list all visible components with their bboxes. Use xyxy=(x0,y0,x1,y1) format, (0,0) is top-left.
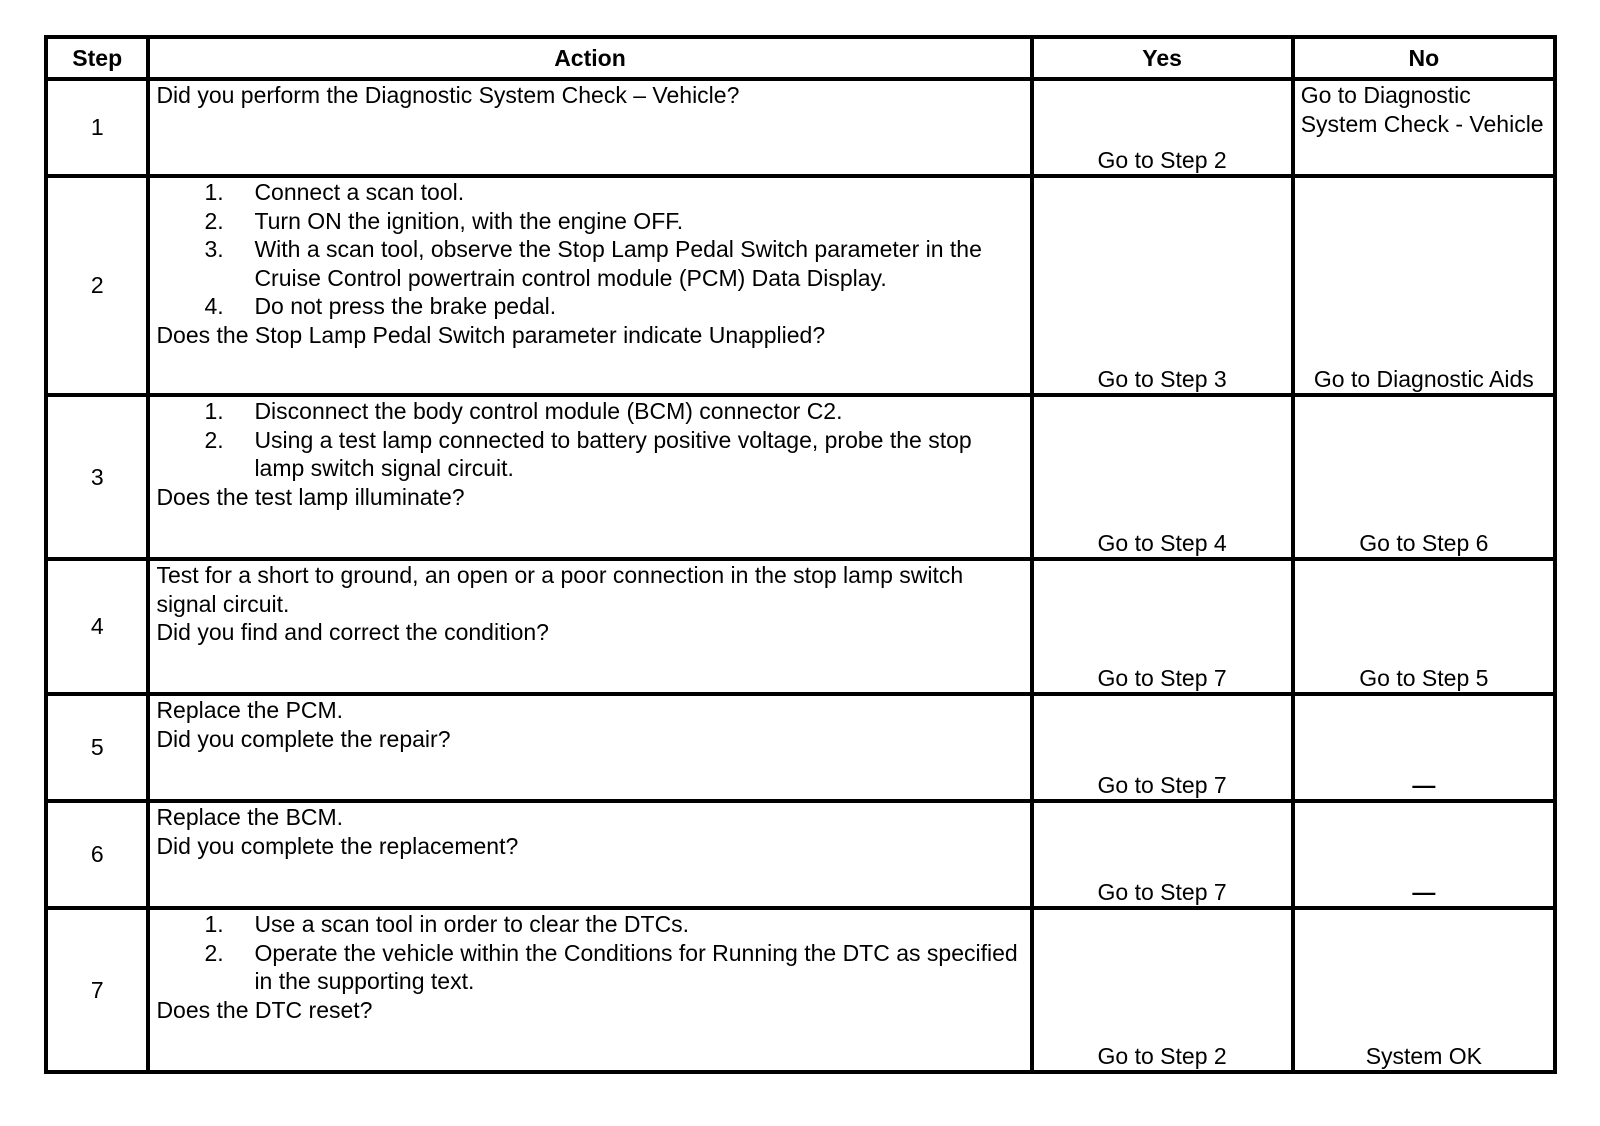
header-no: No xyxy=(1293,37,1555,79)
table-row xyxy=(46,176,1555,395)
table-row xyxy=(46,559,1555,694)
question-text: Does the Stop Lamp Pedal Switch parameter indicate Unapplied? xyxy=(156,321,826,348)
yes-result: Go to Step 2 xyxy=(1032,79,1293,176)
no-result: — xyxy=(1293,694,1555,801)
no-result: Go to Diagnostic System Check - Vehicle xyxy=(1293,79,1555,176)
procedure-list xyxy=(156,910,1023,996)
list-item: 2. Using a test lamp connected to battery positive voltage, probe the stop lamp switch signal circuit. xyxy=(204,426,972,481)
action-text: Did you perform the Diagnostic System Check – Vehicle? xyxy=(156,82,740,108)
action-text: Replace the BCM. xyxy=(156,804,344,830)
action-cell xyxy=(148,395,1031,559)
action-text: Replace the PCM. xyxy=(156,697,344,723)
question-text: Does the test lamp illuminate? xyxy=(156,483,465,510)
no-result: Go to Diagnostic Aids xyxy=(1293,176,1555,395)
yes-result: Go to Step 2 xyxy=(1032,908,1293,1072)
question-text: Did you complete the repair? xyxy=(156,725,451,752)
list-item: 1. Connect a scan tool. xyxy=(204,179,465,205)
no-result: System OK xyxy=(1293,908,1555,1072)
list-item: 3. With a scan tool, observe the Stop Lamp Pedal Switch parameter in the Cruise Control powertrain control module (PCM) Data Display. xyxy=(204,236,982,291)
list-item: 1. Use a scan tool in order to clear the DTCs. xyxy=(204,911,690,937)
question-text: Did you complete the replacement? xyxy=(156,832,519,859)
list-item: 4. Do not press the brake pedal. xyxy=(204,293,557,319)
header-action: Action xyxy=(148,37,1031,79)
question-text: Does the DTC reset? xyxy=(156,996,373,1023)
table-row xyxy=(46,908,1555,1072)
list-item: 2. Operate the vehicle within the Conditions for Running the DTC as specified in the supporting text. xyxy=(204,939,1018,994)
table-row xyxy=(46,395,1555,559)
table-row xyxy=(46,801,1555,908)
yes-result: Go to Step 3 xyxy=(1032,176,1293,395)
action-cell xyxy=(148,176,1031,395)
step-number: 4 xyxy=(46,559,148,694)
no-result: Go to Step 5 xyxy=(1293,559,1555,694)
step-number: 5 xyxy=(46,694,148,801)
procedure-list xyxy=(156,397,1023,483)
action-text: Test for a short to ground, an open or a poor connection in the stop lamp switch signal circuit. xyxy=(156,562,964,617)
list-item: 1. Disconnect the body control module (BCM) connector C2. xyxy=(204,398,843,424)
step-number: 7 xyxy=(46,908,148,1072)
action-cell xyxy=(148,801,1031,908)
no-result: Go to Step 6 xyxy=(1293,395,1555,559)
procedure-list xyxy=(156,178,1023,321)
yes-result: Go to Step 7 xyxy=(1032,559,1293,694)
step-number: 2 xyxy=(46,176,148,395)
step-number: 1 xyxy=(46,79,148,176)
header-yes: Yes xyxy=(1032,37,1293,79)
table-row xyxy=(46,694,1555,801)
table-row xyxy=(46,79,1555,176)
header-step: Step xyxy=(46,37,148,79)
action-cell xyxy=(148,694,1031,801)
list-item: 2. Turn ON the ignition, with the engine OFF. xyxy=(204,207,684,234)
action-cell xyxy=(148,79,1031,176)
yes-result: Go to Step 7 xyxy=(1032,694,1293,801)
yes-result: Go to Step 4 xyxy=(1032,395,1293,559)
diagnostic-table xyxy=(44,35,1557,1074)
action-cell xyxy=(148,908,1031,1072)
header-row xyxy=(46,37,1555,79)
no-result: — xyxy=(1293,801,1555,908)
step-number: 3 xyxy=(46,395,148,559)
yes-result: Go to Step 7 xyxy=(1032,801,1293,908)
question-text: Did you find and correct the condition? xyxy=(156,619,549,645)
action-cell xyxy=(148,559,1031,694)
step-number: 6 xyxy=(46,801,148,908)
